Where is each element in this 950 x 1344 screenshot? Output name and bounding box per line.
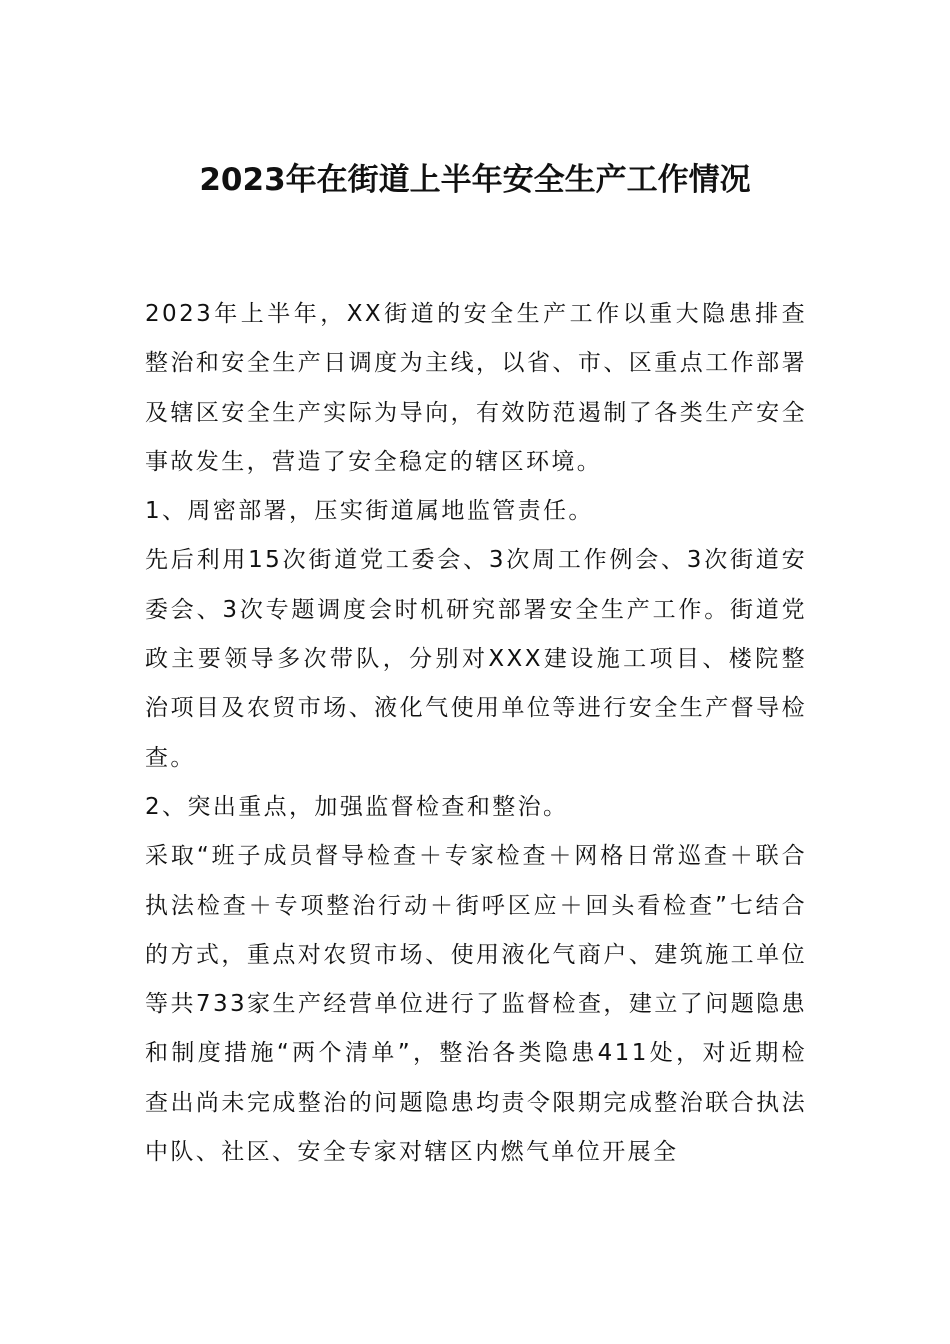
intro-paragraph: 2023年上半年，XX街道的安全生产工作以重大隐患排查整治和安全生产日调度为主线，以省、市、区重点工作部署及辖区安全生产实际为导向，有效防范遏制了各类生产安全事故发生，营造了安全稳定的辖区环境。 — [145, 301, 807, 475]
section-1-paragraph: 先后利用15次街道党工委会、3次周工作例会、3次街道安委会、3次专题调度会时机研究部署安全生产工作。街道党政主要领导多次带队，分别对XXX建设施工项目、楼院整治项目及农贸市场、液化气使用单位等进行安全生产督导检查。 — [145, 547, 807, 771]
section-heading-2: 2、突出重点，加强监督检查和整治。 — [145, 793, 569, 820]
document-title: 2023年在街道上半年安全生产工作情况 — [199, 162, 751, 198]
section-2-paragraph: 采取“班子成员督导检查＋专家检查＋网格日常巡查＋联合执法检查＋专项整治行动＋街呼区应＋回头看检查”七结合的方式，重点对农贸市场、使用液化气商户、建筑施工单位等共733家生产经营单位进行了监督检查，建立了问题隐患和制度措施“两个清单”，整治各类隐患411处，对近期检查出尚未完成整治的问题隐患均责令限期完成整治联合执法中队、社区、安全专家对辖区内燃气单位开展全 — [145, 843, 807, 1166]
document-body — [145, 290, 807, 1177]
section-heading-1: 1、周密部署，压实街道属地监管责任。 — [145, 498, 594, 525]
